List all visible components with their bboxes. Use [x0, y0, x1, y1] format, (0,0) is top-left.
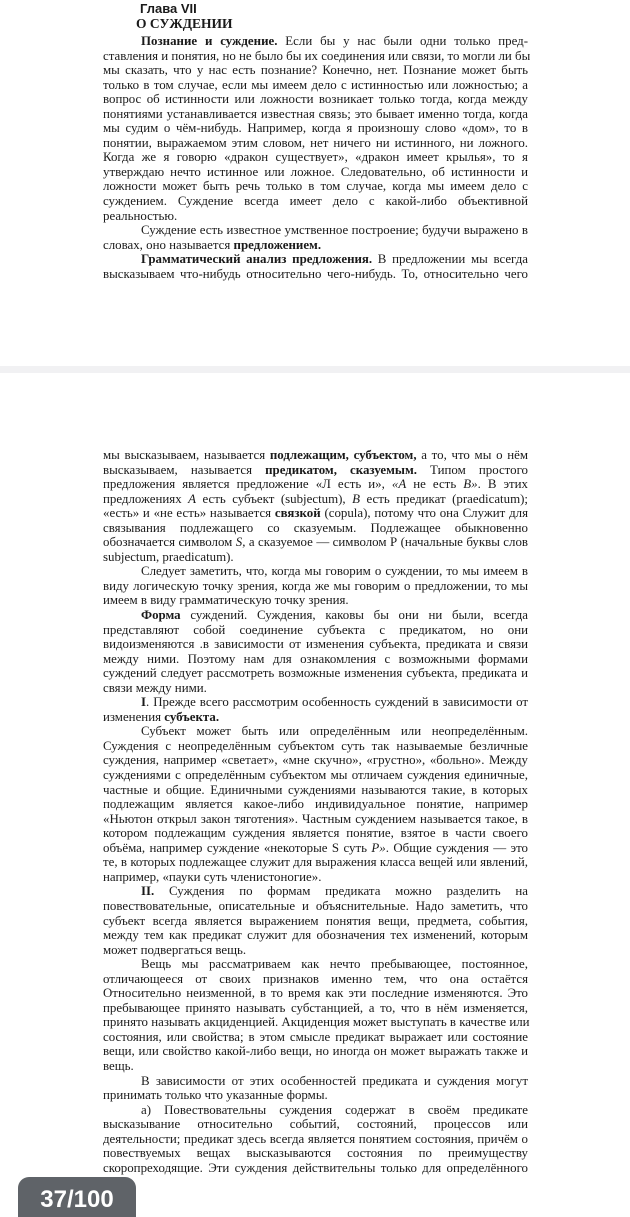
text-run: а сказуемое — символом Р (начальные буквы слов [245, 535, 528, 550]
text-line [103, 535, 528, 550]
document-page-2 [0, 373, 630, 1200]
text-run: а то, что мы о нём [416, 448, 528, 462]
text-line [103, 506, 528, 521]
text-run: не есть [406, 477, 464, 492]
text-run: «Ньютон открыл закон тяготения». Частным суждением называется такое, в [103, 811, 528, 826]
text-run: подлежащим является какое-либо индивидуальное понятие, например [103, 797, 528, 812]
text-run: вопрос об истинности или ложности возникает только тогда, когда между [103, 92, 528, 107]
text-run: принимать только что указанные формы. [103, 1088, 328, 1103]
text-run: пребывающее принято называть субстанцией, а то, что в нём изменяется, [103, 1000, 528, 1015]
text-run: деятельности; предикат здесь всегда является понятием состояния, причём о [103, 1131, 528, 1146]
text-run: отличающееся от своих признаков именно тем, что она остаётся [103, 971, 528, 986]
text-line [103, 812, 528, 827]
text-line [103, 521, 528, 536]
bold-text: Форма [141, 608, 181, 623]
text-run: суждениями с определённым субъектом мы отличаем суждения единичные, [103, 768, 528, 783]
text-line [103, 121, 528, 136]
text-line [103, 637, 528, 652]
text-line [103, 165, 528, 180]
page-2-body-text [103, 448, 528, 1175]
text-line [103, 252, 528, 267]
text-line [103, 1059, 528, 1074]
text-run: есть предикат (praedicatum); [359, 491, 528, 506]
text-run: а) Повествовательны суждения содержат в своём предикате [141, 1102, 528, 1117]
bold-text: предикатом, сказуемым. [265, 462, 417, 477]
text-line [103, 63, 528, 78]
bold-text: I [141, 695, 147, 710]
text-run: есть субъект (subjectum), [195, 491, 353, 506]
text-line [103, 652, 528, 667]
text-line [103, 841, 528, 856]
text-run: мы сказать, что у нас есть познание? Конечно, нет. Познание может быть [103, 63, 528, 78]
text-run: Типом простого [416, 462, 529, 477]
text-run: понятии, выражаемом этим словом, нет ничего ни истинного, ни ложного. [103, 135, 528, 150]
text-line [103, 797, 528, 812]
text-line [103, 943, 528, 958]
text-line [103, 593, 528, 608]
text-run: . В этих [477, 477, 529, 492]
text-run: изменения [103, 709, 165, 724]
text-run: видоизменяются .в зависимости от изменения субъекта, предиката и связи [103, 637, 528, 652]
text-run: . Общие суждения — это [385, 840, 528, 855]
text-run: Относительно неизменной, в то время как эти последние изменяются. Это [103, 986, 528, 1001]
text-line [103, 448, 528, 463]
text-run: те, в которых подлежащее служит для выражения класса вещей или явлений, [103, 855, 528, 870]
text-line [103, 1103, 528, 1118]
italic-text: S, [235, 535, 246, 550]
text-line [103, 724, 528, 739]
text-line [103, 1117, 528, 1132]
text-run: высказывание относительно событий, состояний, процессов или [103, 1117, 528, 1132]
text-line [103, 899, 528, 914]
bold-text: субъекта. [164, 709, 220, 724]
text-line [103, 179, 528, 194]
text-run: «есть» и «не есть» называется [103, 506, 275, 521]
text-run: Если бы у нас были одни только пред- [277, 34, 528, 48]
text-run: Суждение есть известное умственное построение; будучи выражено в [141, 223, 528, 238]
text-line [103, 957, 528, 972]
text-line [103, 550, 528, 565]
text-line [103, 695, 528, 710]
bold-text: предложением. [233, 237, 322, 252]
text-line [103, 477, 528, 492]
text-line [103, 136, 528, 151]
text-run: обозначается символом [103, 535, 236, 550]
bold-text: Познание и суждение. [141, 34, 278, 48]
text-run: суждения, например «светает», «мне скучно», «грустно», «больно». Между [103, 753, 528, 768]
paragraph [103, 34, 531, 223]
paragraph [103, 608, 528, 695]
text-line [103, 48, 531, 64]
text-line [103, 623, 528, 638]
text-line [103, 855, 528, 870]
italic-text: «А [391, 477, 407, 492]
italic-text: Р» [371, 840, 386, 855]
text-line [103, 1001, 528, 1016]
paragraph [103, 564, 528, 608]
text-run: Следует заметить, что, когда мы говорим о суждении, то мы имеем в [141, 564, 528, 579]
text-run: (copula), потому что она Служит для [320, 506, 529, 521]
text-line [103, 107, 528, 122]
text-line [103, 972, 528, 987]
text-run: вещи, или свойство какой-либо вещи, но иногда он может выражать также и [103, 1044, 528, 1059]
italic-text: В» [463, 477, 478, 492]
text-line [103, 884, 528, 899]
text-run: предложениях [103, 491, 189, 506]
text-line [103, 1146, 528, 1161]
chapter-heading: Глава VII [140, 1, 197, 16]
bold-text: связкой [274, 506, 321, 521]
text-run: предложения является предложение «Л есть и», [103, 477, 392, 492]
bold-text: II. [141, 884, 155, 899]
text-run: словах, оно называется [103, 237, 234, 252]
text-run: представляют собой соединение субъекта с предикатом, но они [103, 622, 528, 637]
text-run: связи между ними. [103, 680, 207, 695]
text-run: утверждаю нечто истинное или ложное. Следовательно, об истинности и [103, 164, 528, 179]
text-run: например, «пауки суть членистоногие». [103, 869, 322, 884]
text-run: высказываем, называется [103, 462, 266, 477]
italic-text: А [188, 491, 196, 506]
text-line [103, 223, 528, 238]
text-run: только в том случае, если мы имеем дело с истинностью или ложностью; а [103, 77, 528, 92]
text-line [103, 608, 528, 623]
text-line [103, 710, 528, 725]
text-run: высказываем что-нибудь относительно чего-нибудь. То, относительно чего [103, 266, 528, 281]
text-run: суждением. Суждение всегда имеет дело с какой-либо объективной [103, 194, 528, 209]
page-1-body-text [103, 34, 531, 281]
text-line [103, 666, 528, 681]
text-run: повествовательные, описательные и объяснительные. Надо заметить, что [103, 898, 528, 913]
text-run: суждений следует рассмотреть возможные изменения субъекта, предиката и [103, 666, 528, 681]
page-separator [0, 366, 630, 373]
paragraph [103, 695, 528, 724]
italic-text: В [352, 491, 360, 506]
page-indicator-badge[interactable]: 37/100 [18, 1177, 136, 1217]
text-line [103, 681, 528, 696]
text-line [103, 579, 528, 594]
text-line [103, 1074, 528, 1089]
paragraph [103, 1103, 528, 1176]
text-run: субъект всегда является выражением понятия вещи, предмета, события, [103, 913, 528, 928]
paragraph [103, 1074, 528, 1103]
text-line [103, 1044, 528, 1059]
text-run: Суждения с неопределённым субъектом суть так называемые безличные [103, 738, 528, 753]
text-run: мы высказываем, называется [103, 448, 270, 462]
text-line [103, 768, 528, 783]
text-run: суждений. Суждения, каковы бы они ни были, всегда [180, 608, 528, 623]
text-run: частные и общие. Единичными суждениями называются такие, в которых [103, 782, 528, 797]
paragraph [103, 957, 528, 1073]
text-run: виду логическую точку зрения, когда же мы говорим о предложении, то мы [103, 578, 528, 593]
document-page-1 [0, 0, 630, 366]
text-run: состояния, или свойства; в этом смысле предикат выражает или состояние [103, 1029, 528, 1044]
text-line [103, 928, 528, 943]
text-line [103, 1161, 528, 1176]
text-run: имеем в виду грамматическую точку зрения. [103, 593, 349, 608]
text-run: subjectum, praedicatum). [103, 549, 234, 564]
text-line [103, 783, 528, 798]
text-run: В предложении мы всегда [372, 252, 528, 267]
text-line [103, 914, 528, 929]
text-line [103, 209, 528, 224]
text-run: повествуемых вещах высказываются состояния по преимуществу [103, 1146, 528, 1161]
text-line [103, 1088, 528, 1103]
paragraph [103, 252, 528, 281]
text-line [103, 753, 528, 768]
paragraph [103, 448, 528, 564]
text-line [103, 194, 528, 209]
text-run: вещь. [103, 1058, 134, 1073]
text-line [103, 739, 528, 754]
text-line [103, 78, 528, 93]
text-run: понятиями устанавливается известная связь; это бывает именно тогда, когда [103, 106, 528, 121]
paragraph [103, 724, 528, 884]
paragraph [103, 884, 528, 957]
text-line [103, 150, 528, 165]
chapter-title: О СУЖДЕНИИ [136, 16, 233, 31]
text-line [103, 1015, 528, 1030]
text-line [103, 564, 528, 579]
text-run: котором подлежащим суждения является понятие, взятое в части своего [103, 826, 528, 841]
text-line [103, 92, 528, 107]
text-line [103, 267, 528, 282]
text-line [103, 34, 528, 49]
text-run: ставления и понятия, но не было бы их соединения или связи, то могли ли бы [103, 48, 531, 63]
text-run: В зависимости от этих особенностей предиката и суждения могут [141, 1073, 528, 1088]
text-run: объёма, например суждение «некоторые S суть [103, 840, 372, 855]
text-run: ложности может быть речь только в том случае, когда мы имеем дело с [103, 179, 528, 194]
text-run: между ними. Поэтому нам для ознакомления с возможными формами [103, 651, 528, 666]
text-run: Когда же я говорю «дракон существует», «дракон имеет крылья», то я [103, 150, 528, 165]
text-line [103, 1030, 528, 1045]
text-line [103, 870, 528, 885]
text-run: связывания подлежащего со сказуемым. Подлежащее обыкновенно [103, 520, 528, 535]
text-run: принято называть акциденцией. Акциденция может выступать в качестве или [103, 1015, 530, 1030]
text-line [103, 492, 528, 507]
text-run: между тем как предикат служит для обозначения тех изменений, которым [103, 928, 528, 943]
text-run: скоропреходящие. Эти суждения действительны только для определённого [103, 1160, 528, 1175]
text-run: Суждения по формам предиката можно разделить на [154, 884, 528, 899]
text-run: реальностью. [103, 208, 178, 223]
text-line [103, 986, 528, 1001]
text-run: Вещь мы рассматриваем как нечто пребывающее, постоянное, [141, 957, 528, 972]
bold-text: подлежащим, субъектом, [269, 448, 417, 462]
text-run: мы судим о чём-нибудь. Например, когда я произношу слово «дом», то в [103, 121, 528, 136]
text-line [103, 826, 528, 841]
bold-text: Грамматический анализ предложения. [141, 252, 373, 267]
text-line [103, 238, 528, 253]
paragraph [103, 223, 528, 252]
text-run: может подвергаться вещь. [103, 942, 247, 957]
text-line [103, 463, 528, 478]
text-run: Субъект может быть или определённым или неопределённым. [141, 724, 528, 739]
text-run: . Прежде всего рассмотрим особенность суждений в зависимости от [146, 695, 528, 710]
text-line [103, 1132, 528, 1147]
